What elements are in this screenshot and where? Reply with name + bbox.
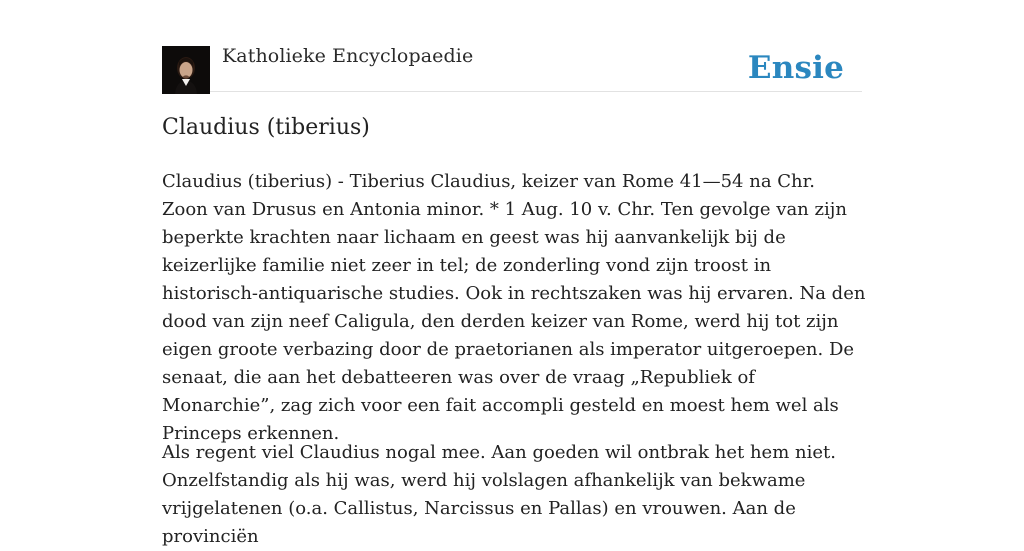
article-paragraph-1: Claudius (tiberius) - Tiberius Claudius, keizer van Rome 41—54 na Chr. Zoon van Drusus en Antonia minor. * 1 Aug. 10 v. Chr. Ten gevolge van zijn beperkte krachten naar lichaam en geest was hij aanvankelijk bij de keizerlijke familie niet zeer in tel; de zonderling vond zijn troost in historisch-antiquarische studies. Ook in rechtszaken was hij ervaren. Na den dood van zijn neef Caligula, den derden keizer van Rome, werd hij tot zijn eigen groote verbazing door de praetorianen als imperator uitgeroepen. De senaat, die aan het debatteeren was over de vraag „Republiek of Monarchie”, zag zich voor een fait accompli gesteld en moest hem wel als Princeps erkennen. (162, 171, 866, 444)
portrait-avatar-icon (162, 46, 210, 94)
brand-logo[interactable]: Ensie (747, 50, 844, 86)
article-paragraph-2: Als regent viel Claudius nogal mee. Aan goeden wil ontbrak het hem niet. Onzelfstandig als hij was, werd hij volslagen afhankelijk van bekwame vrijgelatenen (o.a. Callistus, Narcissus en Pallas) en vrouwen. Aan de provinciën (162, 442, 836, 547)
page-header (162, 40, 862, 92)
article-title: Claudius (tiberius) (162, 115, 370, 140)
avatar[interactable] (162, 46, 210, 94)
source-title[interactable]: Katholieke Encyclopaedie (222, 45, 474, 67)
